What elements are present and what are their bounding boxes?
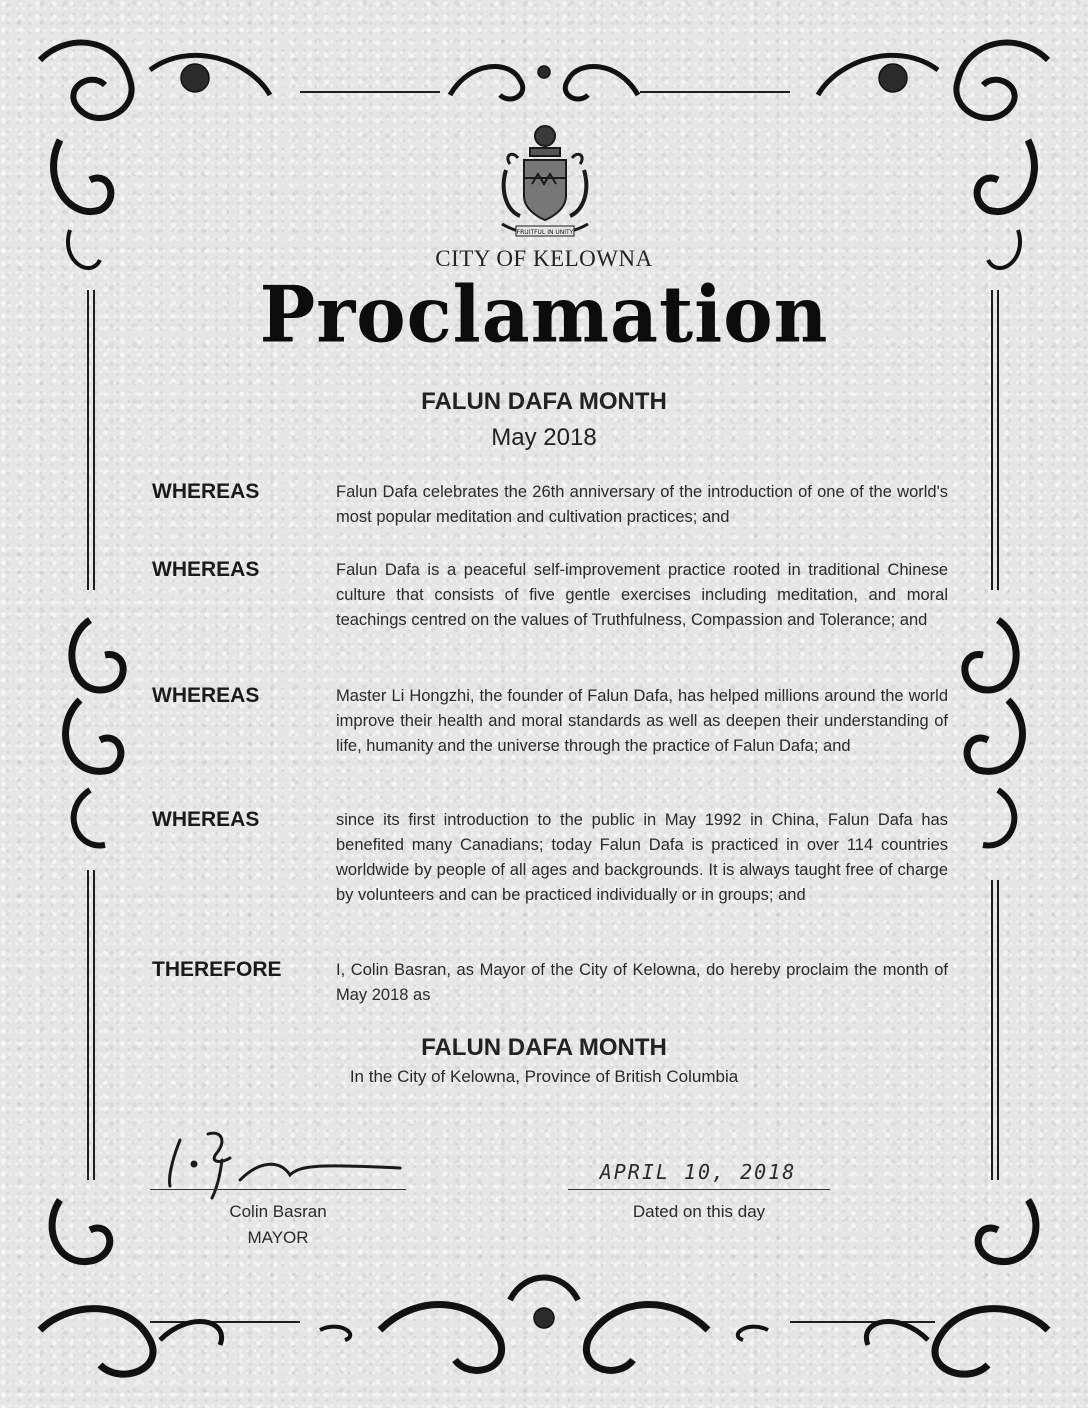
- date-line: [568, 1189, 830, 1190]
- clause-text: I, Colin Basran, as Mayor of the City of Kelowna, do hereby proclaim the month of May 2018 as: [336, 961, 948, 1004]
- city-crest-icon: [496, 120, 594, 248]
- clause-label: THEREFORE: [152, 958, 282, 981]
- crest-motto: FRUITFUL IN UNITY: [516, 229, 574, 236]
- handwritten-date: APRIL 10, 2018: [599, 1160, 797, 1184]
- mayor-signature: [150, 1120, 410, 1200]
- clause-text: Falun Dafa is a peaceful self-improvement practice rooted in traditional Chinese culture that consists of five gentle exercises including meditation, and moral teachings centred on the values of Truthfulness, Compassion and Tolerance; and: [336, 561, 948, 629]
- proclamation-title: Proclamation: [259, 269, 829, 361]
- city-name: CITY OF KELOWNA: [435, 246, 653, 271]
- clause-text: since its first introduction to the public in May 1992 in China, Falun Dafa has benefited many Canadians; today Falun Dafa is practiced in over 114 countries worldwide by people of all ages and backgrounds. It is always taught free of charge by volunteers and can be practiced individually or in groups; and: [336, 811, 948, 904]
- clause-label: WHEREAS: [152, 480, 260, 503]
- clause-label: WHEREAS: [152, 558, 260, 581]
- mayor-signature-line: [150, 1189, 406, 1190]
- clause-label: WHEREAS: [152, 684, 260, 707]
- clause-text: Master Li Hongzhi, the founder of Falun Dafa, has helped millions around the world improve their health and moral standards as well as deepen their understanding of life, humanity and the universe through the practice of Falun Dafa; and: [336, 687, 948, 755]
- clause-label: WHEREAS: [152, 808, 260, 831]
- date-caption: Dated on this day: [632, 1202, 766, 1221]
- mayor-name: Colin Basran: [229, 1202, 327, 1221]
- clause-text: Falun Dafa celebrates the 26th anniversary of the introduction of one of the world's most popular meditation and cultivation practices; and: [336, 483, 948, 526]
- proclamation-subtitle: FALUN DAFA MONTH: [421, 388, 667, 415]
- proclaimed-title: FALUN DAFA MONTH: [421, 1034, 667, 1061]
- mayor-title: MAYOR: [247, 1228, 309, 1247]
- proclamation-date: May 2018: [491, 424, 597, 451]
- jurisdiction: In the City of Kelowna, Province of British Columbia: [349, 1067, 739, 1086]
